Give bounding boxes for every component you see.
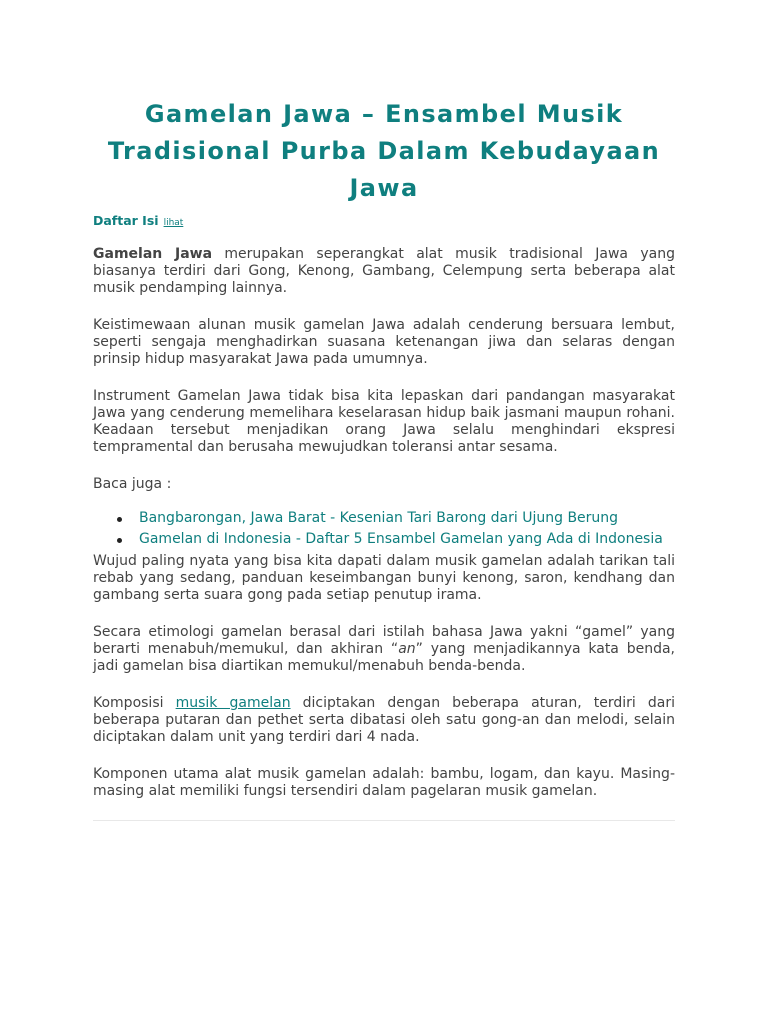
paragraph-intro bbox=[93, 246, 675, 297]
p5-text-a: Secara etimologi gamelan berasal dari istilah bahasa Jawa yakni “gamel” yang berarti menabuh/memukul, dan akhiran “ bbox=[93, 624, 675, 657]
intro-text: merupakan seperangkat alat musik tradisional Jawa yang biasanya terdiri dari Gong, Kenong, Gambang, Celempung serta beberapa alat musik pendamping lainnya. bbox=[93, 246, 675, 296]
divider bbox=[93, 820, 675, 821]
related-links-list bbox=[93, 510, 675, 548]
toc-toggle-link[interactable]: lihat bbox=[163, 218, 184, 228]
related-link-2[interactable]: Gamelan di Indonesia - Daftar 5 Ensambel Gamelan yang Ada di Indonesia bbox=[139, 531, 663, 547]
toc-label: Daftar Isi bbox=[93, 213, 159, 228]
article-title: Gamelan Jawa – Ensambel Musik Tradisional Purba Dalam Kebudayaan Jawa bbox=[107, 100, 661, 202]
p5-text-b: ” yang menjadikannya kata benda, jadi gamelan bisa diartikan memukul/menabuh benda-benda. bbox=[93, 641, 675, 674]
paragraph-7: Komponen utama alat musik gamelan adalah: bambu, logam, dan kayu. Masing-masing alat memiliki fungsi tersendiri dalam pagelaran musik gamelan. bbox=[93, 766, 675, 799]
paragraph-4: Wujud paling nyata yang bisa kita dapati dalam musik gamelan adalah tarikan tali rebab yang sedang, panduan keseimbangan bunyi kenong, saron, kendhang dan gambang serta suara gong pada setiap penutup irama. bbox=[93, 553, 675, 603]
table-of-contents bbox=[93, 214, 675, 230]
bullet-icon bbox=[117, 517, 122, 522]
paragraph-2: Keistimewaan alunan musik gamelan Jawa adalah cenderung bersuara lembut, seperti sengaja menghadirkan suasana ketenangan jiwa dan selaras dengan prinsip hidup masyarakat Jawa pada umumnya. bbox=[93, 317, 675, 367]
list-item bbox=[139, 510, 675, 527]
list-item bbox=[139, 531, 675, 548]
paragraph-6 bbox=[93, 695, 675, 746]
intro-lead: Gamelan Jawa bbox=[93, 246, 213, 262]
p6-text-a: Komposisi bbox=[93, 695, 176, 711]
article bbox=[93, 96, 675, 821]
paragraph-3: Instrument Gamelan Jawa tidak bisa kita lepaskan dari pandangan masyarakat Jawa yang cenderung memelihara keselarasan hidup baik jasmani maupun rohani. Keadaan tersebut menjadikan orang Jawa selalu menghindari ekspresi tempramental dan berusaha mewujudkan toleransi antar sesama. bbox=[93, 388, 675, 455]
p5-emphasis: an bbox=[398, 641, 416, 657]
related-link-1[interactable]: Bangbarongan, Jawa Barat - Kesenian Tari Barong dari Ujung Berung bbox=[139, 510, 619, 526]
bullet-icon bbox=[117, 538, 122, 543]
paragraph-5 bbox=[93, 624, 675, 675]
p6-text-b: diciptakan dengan beberapa aturan, terdiri dari beberapa putaran dan pethet serta dibatasi oleh satu gong-an dan melodi, selain diciptakan dalam unit yang terdiri dari 4 nada. bbox=[93, 695, 675, 745]
musik-gamelan-link[interactable]: musik gamelan bbox=[175, 695, 291, 711]
baca-juga-label: Baca juga : bbox=[93, 476, 172, 492]
